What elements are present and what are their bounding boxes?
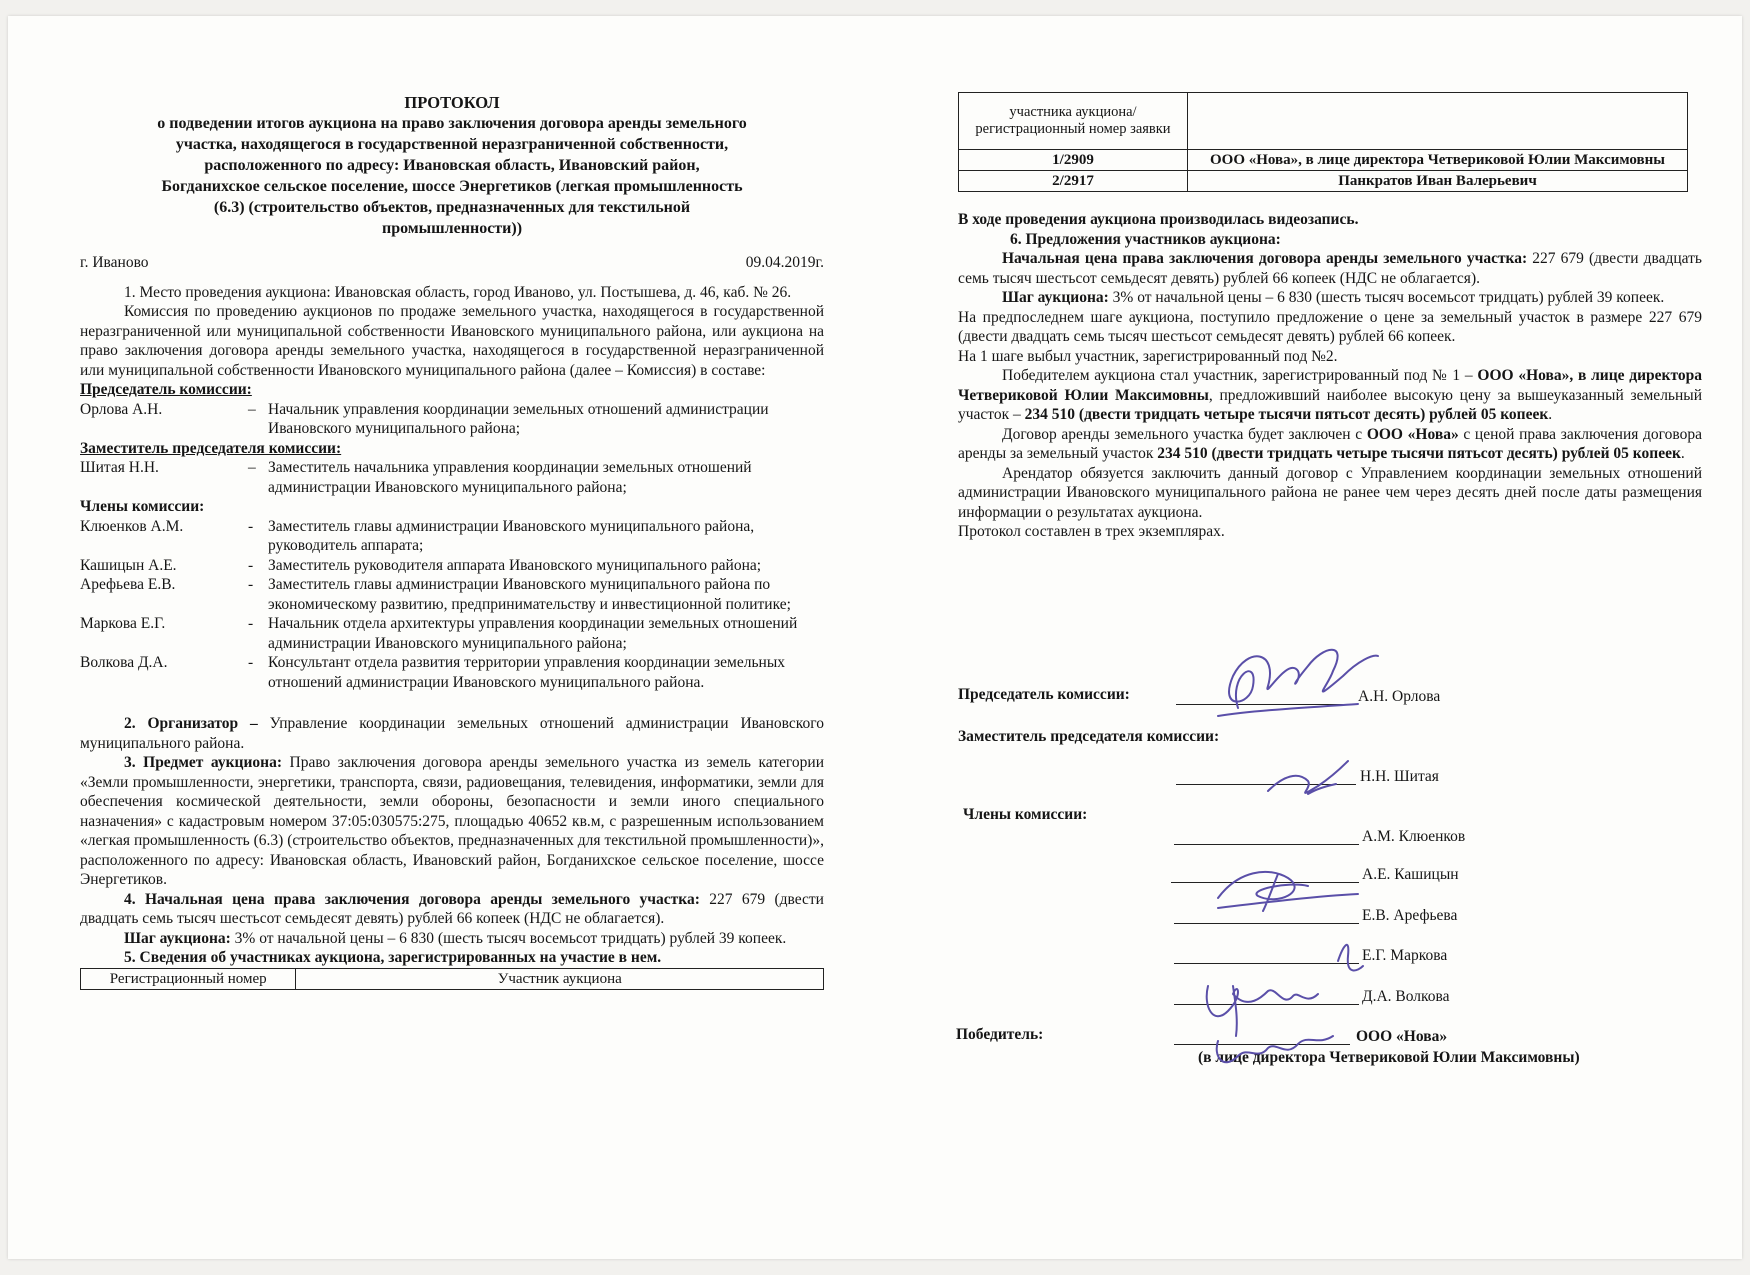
member-position: Заместитель главы администрации Ивановского муниципального района, руководитель аппарата; xyxy=(268,517,755,554)
date: 09.04.2019г. xyxy=(745,254,824,271)
table-row xyxy=(959,93,1688,150)
text-run: с ценой права заключения договора аренды за земельный участок xyxy=(958,425,1702,462)
section-4-price xyxy=(80,890,824,929)
subtitle-line: расположенного по адресу: Ивановская область, Ивановский район, xyxy=(204,157,700,174)
sig-winner-name: ООО «Нова» xyxy=(1356,1028,1448,1045)
sig-member-name: А.М. Клюенков xyxy=(1362,828,1466,845)
members-heading: Члены комиссии: xyxy=(80,498,205,515)
sig-member-name: А.Е. Кашицын xyxy=(1362,866,1459,883)
commission-member xyxy=(80,517,824,556)
sig-member-name: Д.А. Волкова xyxy=(1362,988,1450,1005)
table-row xyxy=(81,968,824,989)
sig-deputy-name: Н.Н. Шитая xyxy=(1360,768,1439,785)
left-page xyxy=(80,92,824,990)
document-sheet xyxy=(8,16,1742,1259)
tenant-paragraph: Арендатор обязуется заключить данный договор с Управлением координации земельных отношений администрации Ивановского муниципального района не ранее чем через десять дней после даты размещения информации о результатах аукциона. xyxy=(958,464,1702,521)
participants-table xyxy=(958,92,1688,192)
section-3-subject xyxy=(80,753,824,890)
chair-heading: Председатель комиссии: xyxy=(80,381,252,398)
winner-paragraph xyxy=(958,366,1702,425)
section-label: 2. Организатор – xyxy=(124,715,258,732)
member-position: Консультант отдела развития территории управления координации земельных отношений администрации Ивановского муниципального района. xyxy=(268,654,786,691)
section-text: 3% от начальной цены – 6 830 (шесть тысяч восемьсот тридцать) рублей 39 копеек. xyxy=(1108,289,1665,306)
member-dash: – xyxy=(248,400,256,418)
table-cell-num: 2/2917 xyxy=(959,171,1188,192)
member-position: Начальник отдела архитектуры управления координации земельных отношений администрации Ивановского муниципального района; xyxy=(268,615,798,652)
sig-members-label: Члены комиссии: xyxy=(963,806,1088,823)
section-text: Право заключения договора аренды земельного участка из земель категории «Земли промышленности, энергетики, транспорта, связи, радиовещания, телевидения, информатики, земли для обеспечения космической деятельности, земли обороны, безопасности и земли иного специального назначения» с кадастровым номером 37:05:030575:275, площадью 40652 кв.м, с разрешенным использованием «легкая промышленность (6.3) (строительство объектов, предназначенных для текстильной промышленности)», расположенного по адресу: Ивановская область, Ивановский район, Богданихское сельское поселение, шоссе Энергетиков. xyxy=(80,754,824,888)
member-dash: - xyxy=(248,517,254,535)
section-label: Шаг аукциона: xyxy=(124,929,231,947)
subtitle-line: Богданихское сельское поселение, шоссе Энергетиков (легкая промышленность xyxy=(161,178,743,195)
table-header-cell xyxy=(1188,93,1688,150)
contract-price: 234 510 (двести тридцать четыре тысячи пятьсот десять) рублей 05 копеек xyxy=(1157,445,1681,462)
text-run: . xyxy=(1680,445,1685,462)
member-dash: - xyxy=(248,576,254,593)
table-row xyxy=(959,171,1688,192)
member-dash: - xyxy=(248,654,254,671)
winning-price: 234 510 (двести тридцать четыре тысячи пятьсот десять) рублей 05 копеек xyxy=(1024,406,1549,423)
table-header-cell: Регистрационный номер xyxy=(81,968,296,989)
sig-chair-name: А.Н. Орлова xyxy=(1358,688,1441,705)
member-dash: - xyxy=(248,556,254,574)
protocol-title-block xyxy=(80,92,824,239)
subtitle-line: участка, находящегося в государственной неразграниченной собственности, xyxy=(175,136,729,153)
member-dash: - xyxy=(248,615,254,632)
contract-party: ООО «Нова» xyxy=(1366,425,1459,443)
contract-paragraph xyxy=(958,425,1702,464)
commission-member xyxy=(80,400,824,439)
subtitle-line: о подведении итогов аукциона на право заключения договора аренды земельного xyxy=(157,115,747,132)
member-position: Заместитель главы администрации Ивановского муниципального района по экономическому развитию, предпринимательству и инвестиционной политике; xyxy=(268,576,791,613)
sig-winner-sub: (в лице директора Четвериковой Юлии Максимовны) xyxy=(1198,1049,1580,1066)
commission-member xyxy=(80,614,824,653)
member-position: Заместитель руководителя аппарата Ивановского муниципального района; xyxy=(268,556,762,574)
section-2-organizer xyxy=(80,714,824,753)
section-6-heading: 6. Предложения участников аукциона: xyxy=(1010,230,1281,248)
auction-step xyxy=(80,929,824,949)
commission-member xyxy=(80,575,824,614)
section-label: Шаг аукциона: xyxy=(1002,289,1109,306)
commission-member xyxy=(80,458,824,497)
commission-member xyxy=(80,653,824,692)
table-cell-participant: Панкратов Иван Валерьевич xyxy=(1188,171,1688,192)
city: г. Иваново xyxy=(80,254,149,271)
right-page xyxy=(958,92,1702,542)
table-header-cell: Участник аукциона xyxy=(296,968,824,989)
dropped-participant: На 1 шаге выбыл участник, зарегистрированный под №2. xyxy=(958,347,1338,365)
text-run: Победителем аукциона стал участник, зарегистрированный под № 1 – xyxy=(1002,367,1478,384)
sig-chair-label: Председатель комиссии: xyxy=(958,686,1130,703)
video-note: В ходе проведения аукциона производилась видеозапись. xyxy=(958,211,1359,228)
deputy-heading: Заместитель председателя комиссии: xyxy=(80,439,342,457)
section-text: 3% от начальной цены – 6 830 (шесть тысяч восемьсот тридцать) рублей 39 копеек. xyxy=(230,929,787,947)
section-5-heading: 5. Сведения об участниках аукциона, зарегистрированных на участие в нем. xyxy=(124,949,662,966)
text-run: Договор аренды земельного участка будет заключен с xyxy=(1002,425,1367,443)
section-label: 3. Предмет аукциона: xyxy=(124,754,282,771)
table-cell-num: 1/2909 xyxy=(959,150,1188,171)
subtitle-line: (6.3) (строительство объектов, предназначенных для текстильной xyxy=(213,199,691,216)
commission-member xyxy=(80,556,824,576)
handwritten-signatures xyxy=(1158,616,1418,1096)
text-run: , предложивший наиболее высокую цену за вышеуказанный земельный участок – xyxy=(958,386,1702,423)
city-date-row xyxy=(80,253,824,273)
member-name: Шитая Н.Н. xyxy=(80,459,159,476)
member-position: Заместитель начальника управления координации земельных отношений администрации Ивановского муниципального района; xyxy=(268,459,752,496)
member-name: Арефьева Е.В. xyxy=(80,576,176,593)
section-text: Управление координации земельных отношений администрации Ивановского муниципального района. xyxy=(80,715,825,752)
sig-deputy-label: Заместитель председателя комиссии: xyxy=(958,728,1220,745)
section-1-place: 1. Место проведения аукциона: Ивановская область, город Иваново, ул. Постышева, д. 46, каб. № 26. xyxy=(124,283,792,301)
commission-paragraph: Комиссия по проведению аукционов по продаже земельного участка, находящегося в государственной неразграниченной или муниципальной собственности Ивановского муниципального района, или аукциона на право заключения договора аренды земельного участка, находящегося в государственной неразграниченной или муниципальной собственности Ивановского муниципального района (далее – Комиссия) в составе: xyxy=(80,303,824,379)
sig-member-name: Е.Г. Маркова xyxy=(1362,947,1448,964)
section-text: 227 679 (двести двадцать семь тысяч шестьсот семьдесят девять) рублей 66 копеек (НДС не облагается). xyxy=(80,890,824,927)
member-name: Клюенков А.М. xyxy=(80,517,184,535)
table-header-cell: участника аукциона/ регистрационный номер заявки xyxy=(959,93,1188,150)
table-cell-participant: ООО «Нова», в лице директора Четвериковой Юлии Максимовны xyxy=(1188,150,1688,171)
sig-member-name: Е.В. Арефьева xyxy=(1362,907,1458,924)
text-run: . xyxy=(1548,406,1553,423)
protocol-title: ПРОТОКОЛ xyxy=(404,93,500,112)
member-name: Орлова А.Н. xyxy=(80,400,163,418)
member-dash: – xyxy=(248,459,256,476)
table-row xyxy=(959,150,1688,171)
participants-table-head xyxy=(80,968,824,990)
section-label: 4. Начальная цена права заключения договора аренды земельного участка: xyxy=(124,890,700,908)
section-6-price xyxy=(958,249,1702,288)
section-6-step xyxy=(958,288,1702,308)
member-position: Начальник управления координации земельных отношений администрации Ивановского муниципального района; xyxy=(268,400,769,437)
member-name: Кашицын А.Е. xyxy=(80,556,177,574)
penultimate-step: На предпоследнем шаге аукциона, поступило предложение о цене за земельный участок в размере 227 679 (двести двадцать семь тысяч шестьсот семьдесят девять) рублей 66 копеек. xyxy=(958,308,1702,345)
subtitle-line: промышленности)) xyxy=(381,220,523,237)
section-label: Начальная цена права заключения договора аренды земельного участка: xyxy=(1002,250,1528,267)
sig-winner-label: Победитель: xyxy=(956,1026,1044,1043)
copies-note: Протокол составлен в трех экземплярах. xyxy=(958,523,1225,540)
member-name: Маркова Е.Г. xyxy=(80,615,166,632)
section-text: 227 679 (двести двадцать семь тысяч шестьсот семьдесят девять) рублей 66 копеек (НДС не облагается). xyxy=(958,250,1702,287)
winner-name: ООО «Нова», в лице директора Четвериковой Юлии Максимовны xyxy=(958,367,1702,404)
member-name: Волкова Д.А. xyxy=(80,654,168,671)
